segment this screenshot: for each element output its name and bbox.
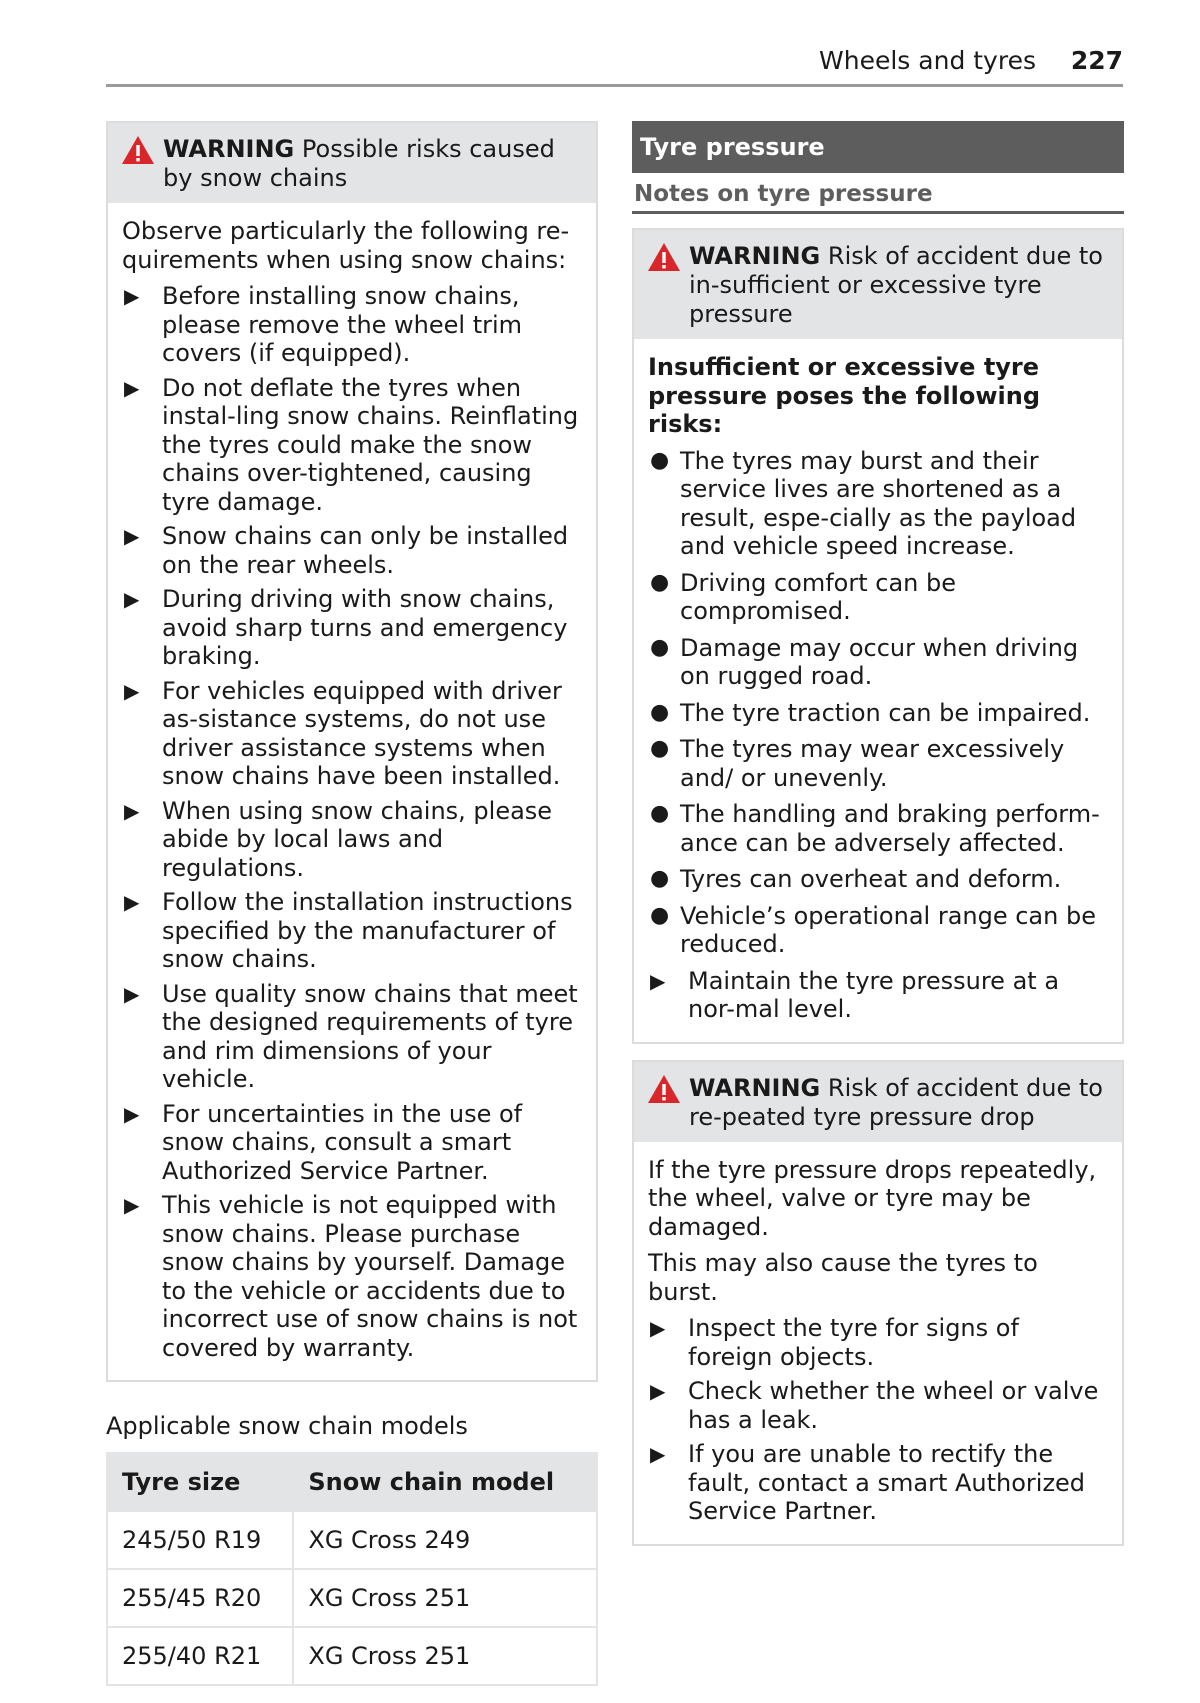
warning-header	[634, 230, 1122, 339]
action-item	[122, 677, 582, 791]
warning-header	[634, 1062, 1122, 1142]
warning-label: WARNING	[689, 242, 821, 270]
action-item	[648, 1440, 1108, 1526]
arrow-right-icon: ▶	[124, 375, 140, 400]
action-item	[122, 282, 582, 368]
action-item	[122, 522, 582, 579]
action-item-text: When using snow chains, please abide by local laws and regulations.	[162, 796, 553, 882]
table-body	[107, 1511, 597, 1685]
risk-lead: Insufficient or excessive tyre pressure poses the following risks:	[648, 353, 1041, 438]
action-item	[648, 967, 1108, 1024]
bullet-dot-icon: ●	[650, 866, 670, 891]
tyre-pressure-warning	[632, 228, 1124, 1044]
table-row	[107, 1511, 597, 1569]
risk-bullet	[648, 634, 1108, 691]
warning-body	[634, 1142, 1122, 1544]
risk-bullet-text: Tyres can overheat and deform.	[680, 865, 1062, 893]
action-item	[122, 1100, 582, 1186]
bullet-dot-icon: ●	[650, 902, 670, 928]
tyre-size-cell: 245/50 R19	[107, 1511, 293, 1569]
risk-bullet-text: Driving comfort can be compromised.	[680, 568, 956, 625]
tyre-size-cell: 255/40 R21	[107, 1627, 293, 1685]
arrow-right-icon: ▶	[124, 981, 140, 1006]
arrow-right-icon: ▶	[650, 1316, 666, 1340]
arrow-right-icon: ▶	[124, 890, 140, 914]
bullet-dot-icon: ●	[650, 447, 670, 473]
arrow-right-icon: ▶	[124, 524, 140, 548]
action-item-text: If you are unable to rectify the fault, contact a smart Authorized Service Partner.	[688, 1440, 1086, 1525]
risk-bullet	[648, 447, 1108, 561]
snow-chain-table	[106, 1452, 598, 1686]
risk-bullet-text: The tyres may burst and their service lives are shortened as a result, espe-cially as the payload and vehicle speed increase.	[680, 446, 1077, 560]
action-item-text: This vehicle is not equipped with snow chains. Please purchase snow chains by yourself. Damage to the vehicle or accidents due to incorrect use of snow chains is not covered by warranty.	[162, 1191, 578, 1362]
warning-body	[108, 203, 596, 1380]
arrow-right-icon: ▶	[650, 1442, 666, 1466]
arrow-right-icon: ▶	[124, 678, 140, 703]
section-title: Tyre pressure	[632, 121, 1124, 173]
bullet-dot-icon: ●	[650, 699, 670, 725]
warning-triangle-icon	[121, 135, 155, 165]
action-item-text: Do not deflate the tyres when instal-ling snow chains. Reinflating the tyres could make the snow chains over-tightened, causing tyre damage.	[162, 373, 579, 516]
tyre-size-cell: 255/45 R20	[107, 1569, 293, 1627]
arrow-right-icon: ▶	[124, 284, 140, 308]
warning-triangle-icon	[647, 1074, 681, 1104]
risk-bullet-text: The handling and braking perform-ance can be adversely affected.	[680, 800, 1100, 857]
action-item-text: For uncertainties in the use of snow chains, consult a smart Authorized Service Partner.	[162, 1099, 523, 1185]
section-name: Wheels and tyres	[819, 46, 1036, 75]
warning-body	[634, 339, 1122, 1042]
action-item-text: Maintain the tyre pressure at a nor-mal level.	[688, 966, 1060, 1023]
risk-bullet-text: Vehicle’s operational range can be reduced.	[680, 901, 1096, 958]
risk-bullet-text: Damage may occur when driving on rugged road.	[680, 633, 1079, 690]
table-header-row	[107, 1453, 597, 1511]
warning-label: WARNING	[689, 1073, 821, 1102]
action-item-text: For vehicles equipped with driver as-sistance systems, do not use driver assistance systems when snow chains have been installed.	[162, 676, 562, 790]
action-item	[648, 1377, 1108, 1434]
risk-bullet	[648, 569, 1108, 626]
warning-intro: Observe particularly the following re-quirements when using snow chains:	[122, 217, 570, 274]
arrow-right-icon: ▶	[124, 1193, 140, 1217]
risk-bullet-text: The tyre traction can be impaired.	[680, 698, 1091, 727]
action-item-text: Check whether the wheel or valve has a leak.	[688, 1377, 1099, 1434]
column-header-snow-chain-model: Snow chain model	[293, 1453, 597, 1511]
action-item	[122, 797, 582, 883]
risk-bullet	[648, 800, 1108, 857]
right-column	[632, 121, 1124, 1546]
action-item	[122, 374, 582, 517]
action-item-text: Use quality snow chains that meet the designed requirements of tyre and rim dimensions of your vehicle.	[162, 979, 578, 1093]
warning-paragraph: This may also cause the tyres to burst.	[648, 1249, 1038, 1306]
risk-bullet	[648, 865, 1108, 894]
snow-chain-model-cell: XG Cross 249	[293, 1511, 597, 1569]
left-column	[106, 121, 598, 1686]
table-caption: Applicable snow chain models	[106, 1412, 468, 1440]
action-item-text: Snow chains can only be installed on the rear wheels.	[162, 522, 569, 579]
risk-bullet	[648, 902, 1108, 959]
table-row	[107, 1627, 597, 1685]
arrow-right-icon: ▶	[650, 968, 666, 993]
warning-label: WARNING	[163, 135, 295, 163]
arrow-right-icon: ▶	[124, 1101, 140, 1126]
bullet-dot-icon: ●	[650, 801, 670, 826]
bullet-dot-icon: ●	[650, 736, 670, 761]
snow-chain-model-cell: XG Cross 251	[293, 1569, 597, 1627]
bullet-dot-icon: ●	[650, 634, 670, 660]
snow-chain-warning	[106, 121, 598, 1382]
column-header-tyre-size: Tyre size	[107, 1453, 293, 1511]
arrow-right-icon: ▶	[124, 587, 140, 611]
arrow-right-icon: ▶	[124, 798, 140, 823]
page-number: 227	[1070, 46, 1123, 75]
action-item-text: During driving with snow chains, avoid sharp turns and emergency braking.	[162, 585, 568, 670]
action-item	[122, 1191, 582, 1362]
warning-title: Risk of accident due to re-peated tyre pressure drop	[689, 1073, 1103, 1131]
warning-title: Risk of accident due to in-sufficient or excessive tyre pressure	[689, 242, 1103, 328]
arrow-right-icon: ▶	[650, 1379, 666, 1403]
warning-paragraph: If the tyre pressure drops repeatedly, the wheel, valve or tyre may be damaged.	[648, 1155, 1097, 1241]
pressure-drop-warning	[632, 1060, 1124, 1546]
action-item	[122, 888, 582, 974]
page-header	[106, 44, 1123, 87]
risk-bullet	[648, 735, 1108, 792]
action-item-text: Before installing snow chains, please remove the wheel trim covers (if equipped).	[162, 282, 523, 367]
action-item	[648, 1314, 1108, 1371]
bullet-dot-icon: ●	[650, 569, 670, 595]
table-row	[107, 1569, 597, 1627]
snow-chain-model-cell: XG Cross 251	[293, 1627, 597, 1685]
subsection-title: Notes on tyre pressure	[632, 173, 1124, 214]
warning-header	[108, 123, 596, 203]
warning-triangle-icon	[647, 242, 681, 272]
action-item-text: Inspect the tyre for signs of foreign objects.	[688, 1314, 1019, 1371]
risk-bullet	[648, 699, 1108, 728]
risk-bullet-text: The tyres may wear excessively and/ or unevenly.	[680, 735, 1065, 792]
action-item-text: Follow the installation instructions specified by the manufacturer of snow chains.	[162, 888, 573, 973]
action-item	[122, 980, 582, 1094]
action-item	[122, 585, 582, 671]
warning-title: Possible risks caused by snow chains	[163, 135, 555, 192]
